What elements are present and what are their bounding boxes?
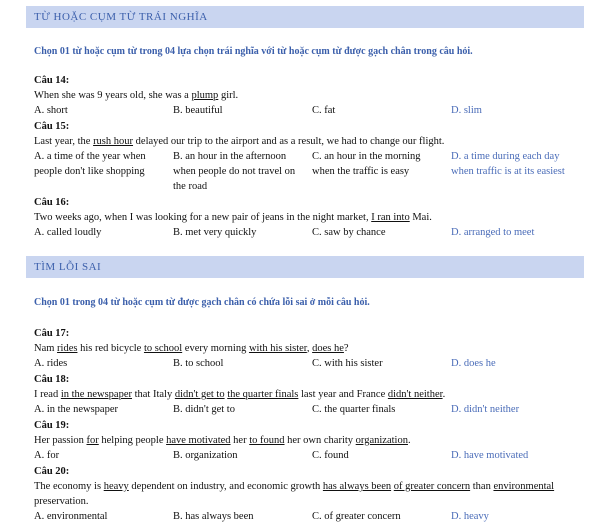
question-label: Câu 18: xyxy=(34,374,70,385)
answer-options xyxy=(34,448,584,463)
question-label: Câu 15: xyxy=(34,121,70,132)
underlined-word: plump xyxy=(191,90,219,101)
answer-options xyxy=(34,225,584,240)
question-label: Câu 17: xyxy=(34,328,70,339)
question-17 xyxy=(34,326,584,371)
underlined-part-a: for xyxy=(86,435,99,446)
underlined-part-a: in the newspaper xyxy=(60,389,132,400)
question-label: Câu 19: xyxy=(34,420,70,431)
question-14 xyxy=(34,73,584,118)
underlined-part-c: the quarter finals xyxy=(227,389,299,400)
question-16 xyxy=(34,195,584,240)
option-c[interactable]: C. fat xyxy=(312,105,336,116)
question-stem: Last year, the rush hour delayed our trip to the airport and as a result, we had to change our flight. xyxy=(34,136,445,147)
underlined-part-d: environmental xyxy=(493,481,555,492)
underlined-part-b: has always been xyxy=(322,481,392,492)
question-stem: I read in the newspaper that Italy didn't get to the quarter finals last year and France didn't neither. xyxy=(34,389,446,400)
option-a[interactable]: A. rides xyxy=(34,358,68,369)
question-label: Câu 16: xyxy=(34,197,70,208)
option-d[interactable]: D. slim xyxy=(451,105,482,116)
option-d[interactable]: D. didn't neither xyxy=(451,404,520,415)
underlined-part-c: with his sister xyxy=(248,343,307,354)
option-c[interactable]: C. of greater concern xyxy=(312,511,401,522)
question-18 xyxy=(34,372,584,417)
section-instruction-antonyms: Chọn 01 từ hoặc cụm từ trong 04 lựa chọn trái nghĩa với từ hoặc cụm từ được gạch chân trong câu hỏi. xyxy=(34,46,473,57)
question-stem: The economy is heavy dependent on industry, and economic growth has always been of greater concern than environmental preservation. xyxy=(34,481,555,507)
option-a[interactable]: A. a time of the year when people don't like shopping xyxy=(34,151,146,177)
option-d[interactable]: D. have motivated xyxy=(451,450,529,461)
underlined-part-c: to found xyxy=(249,435,285,446)
question-label: Câu 14: xyxy=(34,75,70,86)
question-stem: Nam rides his red bicycle to school every morning with his sister, does he? xyxy=(34,343,349,354)
option-b[interactable]: B. beautiful xyxy=(173,105,223,116)
underlined-word: rush hour xyxy=(93,136,134,147)
answer-options xyxy=(34,509,584,524)
underlined-part-c: of greater concern xyxy=(393,481,471,492)
section-header-antonyms: TỪ HOẶC CỤM TỪ TRÁI NGHĨA xyxy=(26,6,584,28)
question-stem: When she was 9 years old, she was a plump girl. xyxy=(34,90,239,101)
answer-options xyxy=(34,356,584,371)
option-b[interactable]: B. didn't get to xyxy=(173,404,235,415)
option-b[interactable]: B. organization xyxy=(173,450,238,461)
option-d[interactable]: D. arranged to meet xyxy=(451,227,535,238)
section-header-find-error: TÌM LỖI SAI xyxy=(26,256,584,278)
underlined-word: I ran into xyxy=(371,212,410,223)
underlined-part-b: to school xyxy=(143,343,183,354)
underlined-part-a: heavy xyxy=(103,481,129,492)
option-b[interactable]: B. has always been xyxy=(173,511,254,522)
option-a[interactable]: A. in the newspaper xyxy=(34,404,118,415)
underlined-part-b: didn't get to xyxy=(174,389,225,400)
option-d[interactable]: D. a time during each day when traffic is at its easiest xyxy=(451,151,565,177)
option-b[interactable]: B. an hour in the afternoon when people do not travel on the road xyxy=(173,151,296,192)
underlined-part-a: rides xyxy=(57,343,78,354)
option-a[interactable]: A. for xyxy=(34,450,60,461)
underlined-part-b: have motivated xyxy=(166,435,231,446)
option-a[interactable]: A. short xyxy=(34,105,68,116)
question-19 xyxy=(34,418,584,463)
option-c[interactable]: C. with his sister xyxy=(312,358,383,369)
underlined-part-d: does he xyxy=(312,343,344,354)
answer-options xyxy=(34,103,584,118)
option-b[interactable]: B. met very quickly xyxy=(173,227,257,238)
option-d[interactable]: D. heavy xyxy=(451,511,489,522)
underlined-part-d: didn't neither xyxy=(387,389,443,400)
option-a[interactable]: A. environmental xyxy=(34,511,108,522)
option-c[interactable]: C. the quarter finals xyxy=(312,404,396,415)
option-c[interactable]: C. an hour in the morning when the traffic is easy xyxy=(312,151,421,177)
question-stem: Her passion for helping people have motivated her to found her own charity organization. xyxy=(34,435,411,446)
option-b[interactable]: B. to school xyxy=(173,358,224,369)
section-instruction-find-error: Chọn 01 trong 04 từ hoặc cụm từ được gạch chân có chứa lỗi sai ở mỗi câu hỏi. xyxy=(34,297,370,308)
option-c[interactable]: C. saw by chance xyxy=(312,227,386,238)
question-20 xyxy=(34,464,584,524)
answer-options xyxy=(34,402,584,417)
answer-options xyxy=(34,149,584,194)
question-label: Câu 20: xyxy=(34,466,70,477)
question-15 xyxy=(34,119,584,194)
option-c[interactable]: C. found xyxy=(312,450,349,461)
underlined-part-d: organization xyxy=(355,435,408,446)
option-d[interactable]: D. does he xyxy=(451,358,496,369)
question-stem: Two weeks ago, when I was looking for a new pair of jeans in the night market, I ran into Mai. xyxy=(34,212,432,223)
option-a[interactable]: A. called loudly xyxy=(34,227,102,238)
